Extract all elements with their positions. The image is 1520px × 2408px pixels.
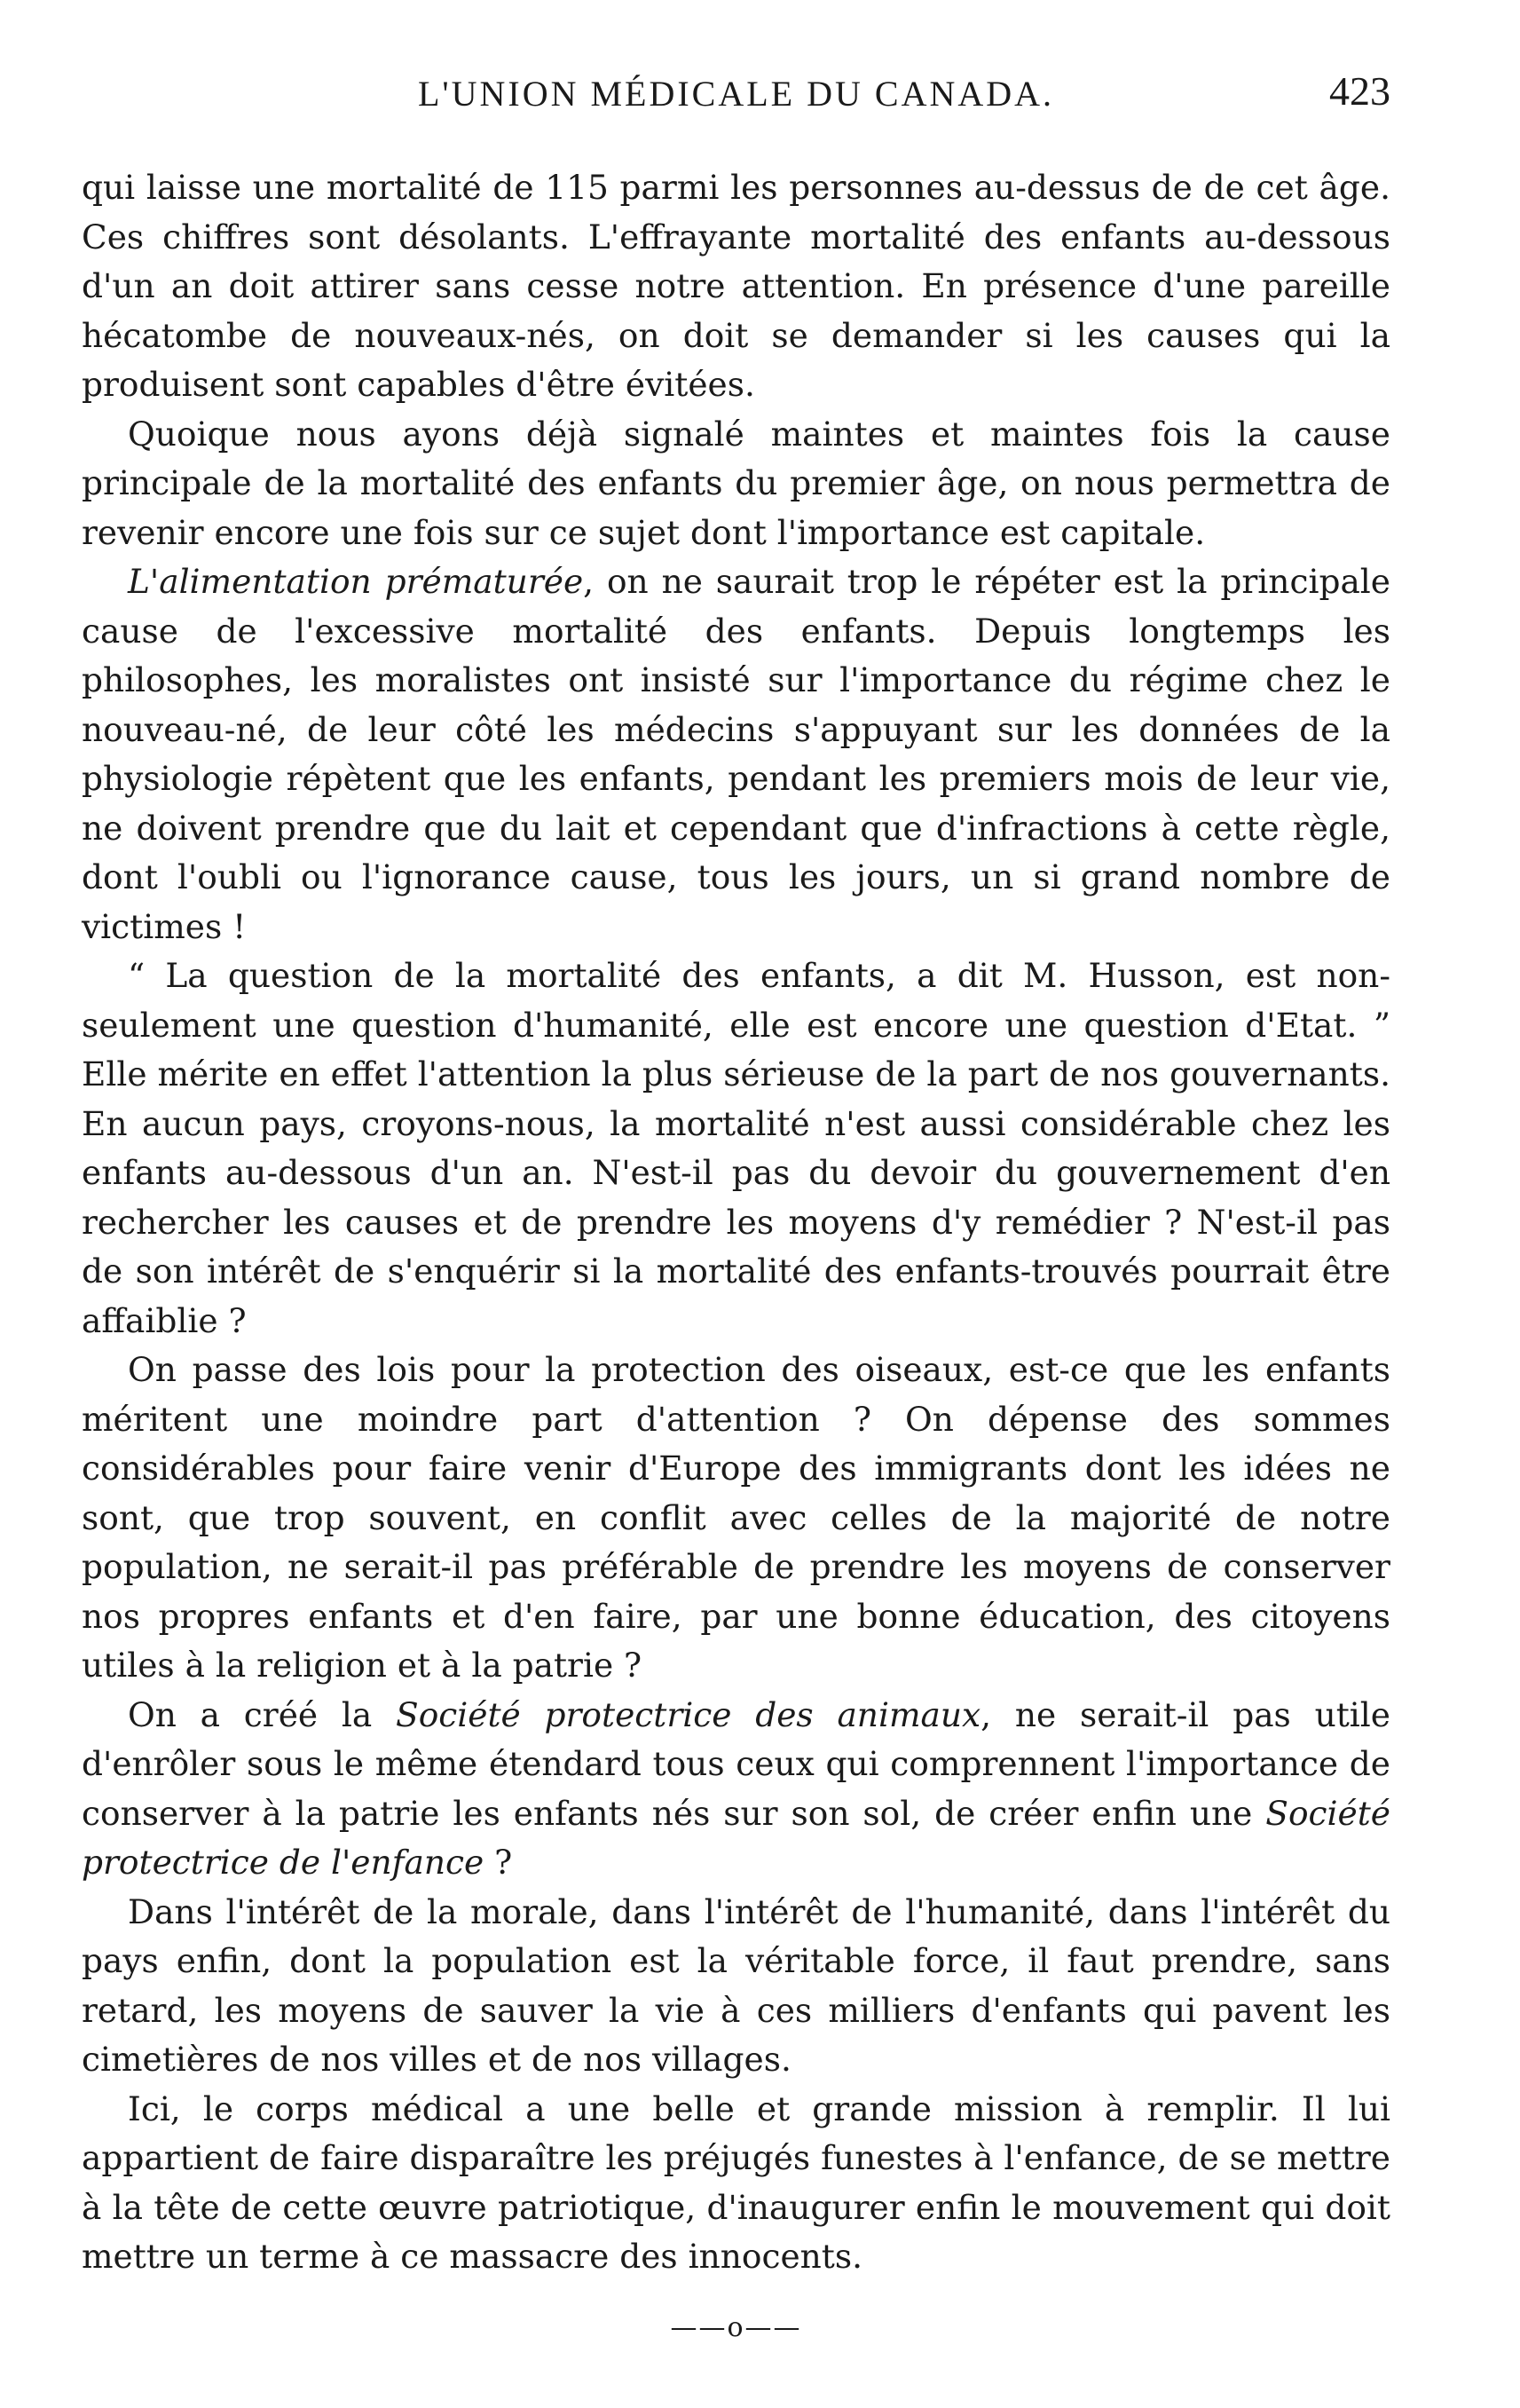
italic-society-animals: Société protectrice des animaux	[396, 1694, 981, 1734]
paragraph-4	[82, 951, 1390, 1346]
paragraph-7-text: Dans l'intérêt de la morale, dans l'intérêt de l'humanité, dans l'intérêt du pays enfin, dont la population est la véritable force, il faut prendre, sans retard, les moyens de sauver la vie à ces milliers d'enfants qui pavent les cimetières de nos villes et de nos villages.	[82, 1891, 1390, 2079]
book-page	[82, 62, 1390, 2370]
paragraph-8	[82, 2085, 1390, 2282]
paragraph-5-text: On passe des lois pour la protection des oiseaux, est-ce que les enfants méritent une moindre part d'attention ? On dépense des sommes considérables pour faire venir d'Europe des immigrants dont les idées ne sont, que trop souvent, en conflit avec celles de la majorité de notre population, ne serait-il pas préférable de prendre les moyens de conserver nos propres enfants et d'en faire, par une bonne éducation, des citoyens utiles à la religion et à la patrie ?	[82, 1350, 1390, 1685]
paragraph-2	[82, 410, 1390, 558]
paragraph-4-text: “ La question de la mortalité des enfants, a dit M. Husson, est non-seulement une question d'humanité, elle est encore une question d'Etat. ” Elle mérite en effet l'attention la plus sérieuse de la part de nos gouvernants. En aucun pays, croyons-nous, la mortalité n'est aussi considérable chez les enfants au-dessous d'un an. N'est-il pas du devoir du gouvernement d'en rechercher les causes et de prendre les moyens d'y remédier ? N'est-il pas de son intérêt de s'enquérir si la mortalité des enfants-trouvés pourrait être affaiblie ?	[82, 956, 1390, 1340]
paragraph-1	[82, 163, 1390, 410]
end-ornament: ——o——	[670, 2311, 802, 2343]
paragraph-7	[82, 1888, 1390, 2085]
paragraph-6	[82, 1691, 1390, 1888]
paragraph-6-text-middle: , ne serait-il pas utile d'enrôler sous le même étendard tous ceux qui comprennent l'importance de conserver à la patrie les enfants nés sur son sol, de créer enfin une	[82, 1694, 1390, 1833]
paragraph-6-text-before: On a créé la	[128, 1694, 397, 1734]
page-header	[82, 62, 1390, 124]
italic-society-childhood: Société protectrice de l'enfance	[82, 1793, 1390, 1882]
paragraph-8-text: Ici, le corps médical a une belle et grande mission à remplir. Il lui appartient de faire disparaître les préjugés funestes à l'enfance, de se mettre à la tête de cette œuvre patriotique, d'inaugurer enfin le mouvement qui doit mettre un terme à ce massacre des innocents.	[82, 2088, 1390, 2276]
paragraph-5	[82, 1346, 1390, 1691]
paragraph-1-text: qui laisse une mortalité de 115 parmi les personnes au-dessus de de cet âge. Ces chiffres sont désolants. L'effrayante mortalité des enfants au-dessous d'un an doit attirer sans cesse notre attention. En présence d'une pareille hécatombe de nouveaux-nés, on doit se demander si les causes qui la produisent sont capables d'être évitées.	[82, 168, 1390, 404]
article-body	[82, 163, 1390, 2282]
page-number: 423	[1329, 68, 1390, 114]
paragraph-3-text: , on ne saurait trop le répéter est la principale cause de l'excessive mortalité des enfants. Depuis longtemps les philosophes, les moralistes ont insisté sur l'importance du régime chez le nouveau-né, de leur côté les médecins s'appuyant sur les données de la physiologie répètent que les enfants, pendant les premiers mois de leur vie, ne doivent prendre que du lait et cependant que d'infractions à cette règle, dont l'oubli ou l'ignorance cause, tous les jours, un si grand nombre de victimes !	[82, 562, 1390, 946]
paragraph-3	[82, 557, 1390, 951]
paragraph-2-text: Quoique nous ayons déjà signalé maintes et maintes fois la cause principale de la mortalité des enfants du premier âge, on nous permettra de revenir encore une fois sur ce sujet dont l'importance est capitale.	[82, 414, 1390, 552]
paragraph-6-text-after: ?	[484, 1843, 513, 1882]
italic-term-alimentation: L'alimentation prématurée	[128, 562, 584, 601]
running-title: L'UNION MÉDICALE DU CANADA.	[417, 73, 1055, 114]
